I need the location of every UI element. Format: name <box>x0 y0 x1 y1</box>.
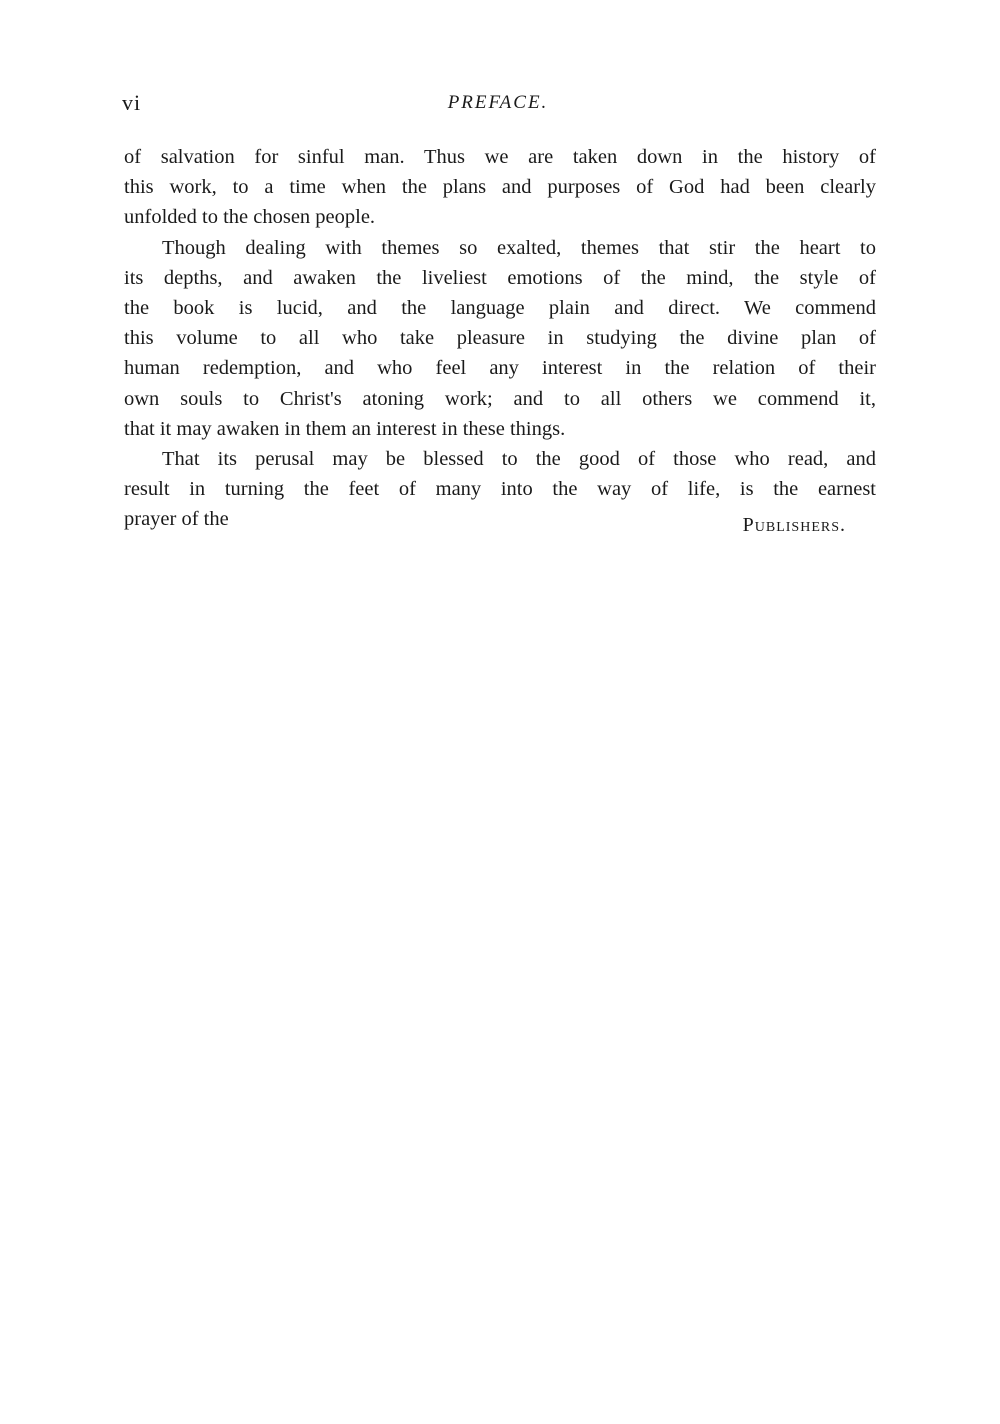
text-line: own souls to Christ's atoning work; and to all others we commend it, <box>124 387 876 410</box>
paragraph-2 <box>124 233 876 444</box>
text-line: unfolded to the chosen people. <box>124 206 376 229</box>
text-line: this work, to a time when the plans and purposes of God had been clearly <box>124 176 876 199</box>
closing-phrase: prayer of the <box>124 508 229 531</box>
text-line: that it may awaken in them an interest in these things. <box>124 417 566 440</box>
page-number: vi <box>122 90 142 115</box>
text-line: human redemption, and who feel any interest in the relation of their <box>124 357 876 380</box>
running-title: PREFACE. <box>447 92 549 113</box>
text-line: its depths, and awaken the liveliest emotions of the mind, the style of <box>124 266 876 289</box>
publisher-signature: Publishers. <box>742 514 846 537</box>
closing-row <box>124 504 876 537</box>
text-line: result in turning the feet of many into the way of life, is the earnest <box>124 478 876 501</box>
text-line: the book is lucid, and the language plain and direct. We commend <box>124 297 876 320</box>
paragraph-1 <box>124 142 876 233</box>
text-line: That its perusal may be blessed to the good of those who read, and <box>162 448 876 471</box>
text-line: this volume to all who take pleasure in studying the divine plan of <box>124 327 876 350</box>
page-header <box>122 90 874 120</box>
paragraph-3 <box>124 444 876 535</box>
text-line: of salvation for sinful man. Thus we are taken down in the history of <box>124 146 876 168</box>
text-line: Though dealing with themes so exalted, themes that stir the heart to <box>162 236 876 259</box>
preface-text <box>124 142 876 535</box>
